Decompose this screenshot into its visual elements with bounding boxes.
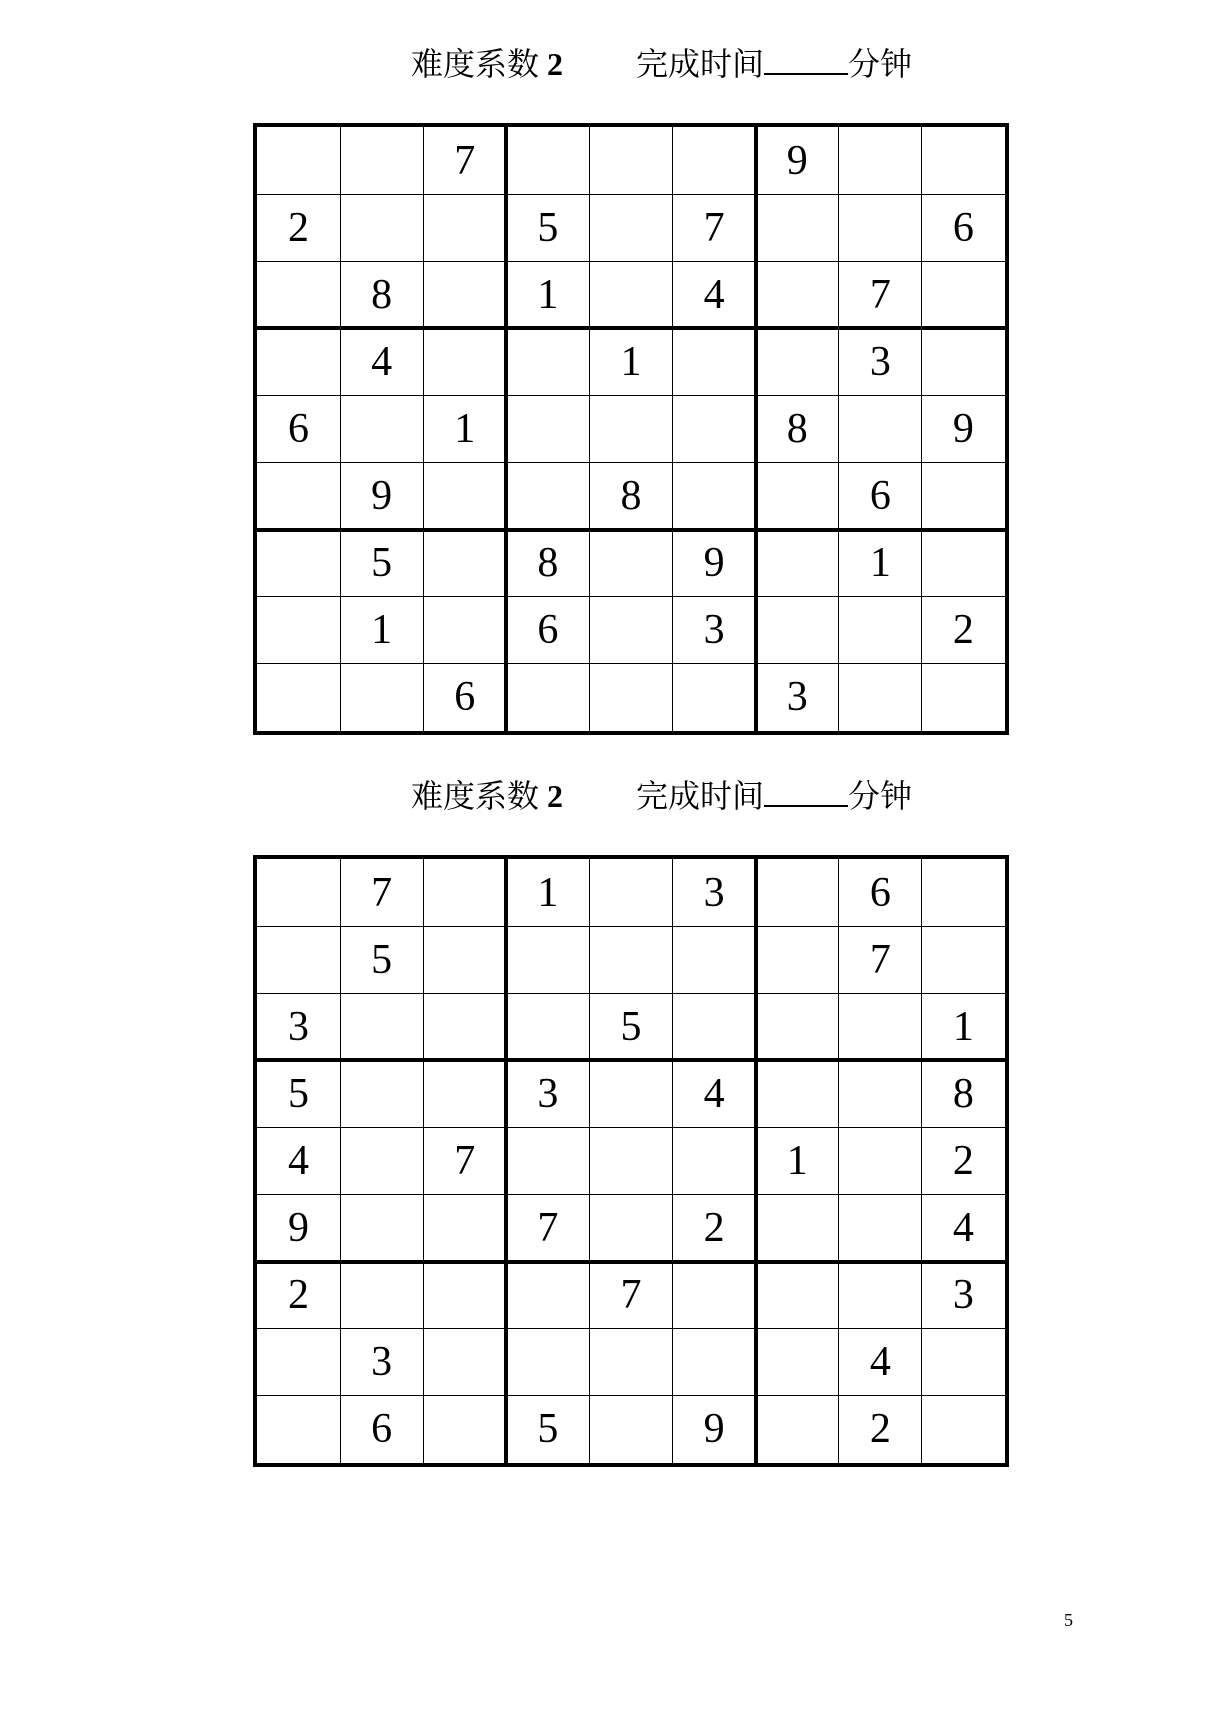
difficulty-level: 2 bbox=[547, 778, 564, 814]
empty-cell[interactable] bbox=[673, 463, 756, 530]
empty-cell[interactable] bbox=[257, 859, 340, 926]
page-number: 5 bbox=[1064, 1610, 1073, 1630]
given-cell: 7 bbox=[371, 869, 393, 916]
empty-cell[interactable] bbox=[756, 859, 839, 926]
given-cell: 3 bbox=[537, 1070, 559, 1117]
empty-cell[interactable] bbox=[922, 127, 1005, 194]
empty-cell[interactable] bbox=[423, 530, 506, 597]
puzzle-1-heading bbox=[0, 42, 1222, 86]
empty-cell[interactable] bbox=[423, 261, 506, 328]
given-cell: 1 bbox=[371, 607, 393, 654]
empty-cell[interactable] bbox=[839, 664, 922, 731]
given-cell: 6 bbox=[454, 674, 476, 721]
empty-cell[interactable] bbox=[423, 926, 506, 993]
empty-cell[interactable] bbox=[589, 859, 672, 926]
given-cell: 8 bbox=[537, 540, 559, 587]
given-cell: 6 bbox=[537, 607, 559, 654]
empty-cell[interactable] bbox=[257, 463, 340, 530]
empty-cell[interactable] bbox=[340, 664, 423, 731]
empty-cell[interactable] bbox=[340, 1262, 423, 1329]
given-cell: 7 bbox=[454, 1137, 476, 1184]
given-cell: 2 bbox=[869, 1406, 891, 1453]
empty-cell[interactable] bbox=[423, 993, 506, 1060]
given-cell: 5 bbox=[288, 1070, 310, 1117]
empty-cell[interactable] bbox=[922, 261, 1005, 328]
given-cell: 4 bbox=[288, 1137, 310, 1184]
empty-cell[interactable] bbox=[756, 1329, 839, 1396]
empty-cell[interactable] bbox=[423, 597, 506, 664]
completion-time-label: 完成时间 分钟 bbox=[636, 774, 912, 818]
empty-cell[interactable] bbox=[673, 1127, 756, 1194]
given-cell: 7 bbox=[869, 271, 891, 318]
empty-cell[interactable] bbox=[756, 194, 839, 261]
empty-cell[interactable] bbox=[506, 1262, 589, 1329]
empty-cell[interactable] bbox=[423, 1396, 506, 1463]
given-cell: 3 bbox=[869, 338, 891, 385]
empty-cell[interactable] bbox=[673, 395, 756, 462]
given-cell: 1 bbox=[952, 1003, 974, 1050]
given-cell: 6 bbox=[952, 204, 974, 251]
empty-cell[interactable] bbox=[589, 597, 672, 664]
given-cell: 3 bbox=[703, 607, 725, 654]
given-cell: 1 bbox=[537, 271, 559, 318]
empty-cell[interactable] bbox=[423, 328, 506, 395]
given-cell: 6 bbox=[869, 869, 891, 916]
empty-cell[interactable] bbox=[589, 530, 672, 597]
empty-cell[interactable] bbox=[340, 194, 423, 261]
empty-cell[interactable] bbox=[340, 127, 423, 194]
given-cell: 2 bbox=[952, 607, 974, 654]
empty-cell[interactable] bbox=[589, 194, 672, 261]
empty-cell[interactable] bbox=[423, 1060, 506, 1127]
empty-cell[interactable] bbox=[839, 993, 922, 1060]
given-cell: 5 bbox=[371, 936, 393, 983]
empty-cell[interactable] bbox=[756, 597, 839, 664]
empty-cell[interactable] bbox=[423, 194, 506, 261]
empty-cell[interactable] bbox=[506, 395, 589, 462]
given-cell: 1 bbox=[537, 869, 559, 916]
empty-cell[interactable] bbox=[756, 993, 839, 1060]
empty-cell[interactable] bbox=[257, 1396, 340, 1463]
empty-cell[interactable] bbox=[756, 463, 839, 530]
given-cell: 7 bbox=[454, 137, 476, 184]
empty-cell[interactable] bbox=[257, 261, 340, 328]
empty-cell[interactable] bbox=[589, 127, 672, 194]
given-cell: 7 bbox=[869, 936, 891, 983]
empty-cell[interactable] bbox=[922, 1329, 1005, 1396]
given-cell: 2 bbox=[288, 204, 310, 251]
given-cell: 3 bbox=[703, 869, 725, 916]
empty-cell[interactable] bbox=[922, 664, 1005, 731]
empty-cell[interactable] bbox=[423, 1262, 506, 1329]
empty-cell[interactable] bbox=[506, 328, 589, 395]
given-cell: 3 bbox=[952, 1272, 974, 1319]
empty-cell[interactable] bbox=[506, 1127, 589, 1194]
empty-cell[interactable] bbox=[257, 1329, 340, 1396]
given-cell: 9 bbox=[703, 1406, 725, 1453]
given-cell: 4 bbox=[703, 1070, 725, 1117]
empty-cell[interactable] bbox=[839, 127, 922, 194]
empty-cell[interactable] bbox=[257, 597, 340, 664]
empty-cell[interactable] bbox=[839, 194, 922, 261]
empty-cell[interactable] bbox=[423, 1329, 506, 1396]
empty-cell[interactable] bbox=[756, 926, 839, 993]
given-cell: 6 bbox=[288, 405, 310, 452]
empty-cell[interactable] bbox=[839, 1262, 922, 1329]
empty-cell[interactable] bbox=[673, 1329, 756, 1396]
given-cell: 4 bbox=[869, 1339, 891, 1386]
empty-cell[interactable] bbox=[756, 1060, 839, 1127]
empty-cell[interactable] bbox=[589, 926, 672, 993]
given-cell: 9 bbox=[786, 137, 808, 184]
given-cell: 1 bbox=[620, 338, 642, 385]
empty-cell[interactable] bbox=[756, 261, 839, 328]
given-cell: 3 bbox=[371, 1339, 393, 1386]
empty-cell[interactable] bbox=[922, 530, 1005, 597]
empty-cell[interactable] bbox=[756, 530, 839, 597]
given-cell: 9 bbox=[703, 540, 725, 587]
empty-cell[interactable] bbox=[506, 127, 589, 194]
empty-cell[interactable] bbox=[506, 1329, 589, 1396]
empty-cell[interactable] bbox=[839, 1127, 922, 1194]
sudoku-grid-2 bbox=[253, 855, 1009, 1467]
given-cell: 3 bbox=[288, 1003, 310, 1050]
empty-cell[interactable] bbox=[839, 1195, 922, 1262]
given-cell: 1 bbox=[454, 405, 476, 452]
completion-time-blank[interactable] bbox=[764, 775, 848, 807]
empty-cell[interactable] bbox=[922, 328, 1005, 395]
empty-cell[interactable] bbox=[257, 926, 340, 993]
given-cell: 4 bbox=[703, 271, 725, 318]
empty-cell[interactable] bbox=[506, 993, 589, 1060]
difficulty-label: 难度系数 2 bbox=[411, 46, 564, 82]
empty-cell[interactable] bbox=[673, 1262, 756, 1329]
empty-cell[interactable] bbox=[506, 926, 589, 993]
empty-cell[interactable] bbox=[673, 664, 756, 731]
empty-cell[interactable] bbox=[589, 1127, 672, 1194]
empty-cell[interactable] bbox=[589, 664, 672, 731]
empty-cell[interactable] bbox=[506, 664, 589, 731]
empty-cell[interactable] bbox=[340, 1060, 423, 1127]
empty-cell[interactable] bbox=[257, 127, 340, 194]
completion-time-label: 完成时间 分钟 bbox=[636, 42, 912, 86]
given-cell: 1 bbox=[869, 540, 891, 587]
given-cell: 2 bbox=[952, 1137, 974, 1184]
empty-cell[interactable] bbox=[756, 1195, 839, 1262]
empty-cell[interactable] bbox=[589, 1329, 672, 1396]
empty-cell[interactable] bbox=[423, 1195, 506, 1262]
given-cell: 2 bbox=[288, 1272, 310, 1319]
given-cell: 7 bbox=[703, 204, 725, 251]
empty-cell[interactable] bbox=[423, 463, 506, 530]
empty-cell[interactable] bbox=[423, 859, 506, 926]
difficulty-level: 2 bbox=[547, 46, 564, 82]
empty-cell[interactable] bbox=[257, 530, 340, 597]
given-cell: 9 bbox=[371, 473, 393, 520]
empty-cell[interactable] bbox=[589, 1396, 672, 1463]
empty-cell[interactable] bbox=[589, 1060, 672, 1127]
empty-cell[interactable] bbox=[673, 328, 756, 395]
empty-cell[interactable] bbox=[922, 859, 1005, 926]
given-cell: 2 bbox=[703, 1205, 725, 1252]
given-cell: 9 bbox=[952, 405, 974, 452]
empty-cell[interactable] bbox=[673, 127, 756, 194]
empty-cell[interactable] bbox=[506, 463, 589, 530]
empty-cell[interactable] bbox=[839, 597, 922, 664]
empty-cell[interactable] bbox=[922, 463, 1005, 530]
difficulty-label: 难度系数 2 bbox=[411, 778, 564, 814]
sudoku-grid-1 bbox=[253, 123, 1009, 735]
given-cell: 8 bbox=[371, 271, 393, 318]
empty-cell[interactable] bbox=[257, 328, 340, 395]
empty-cell[interactable] bbox=[340, 1195, 423, 1262]
given-cell: 8 bbox=[786, 405, 808, 452]
given-cell: 6 bbox=[371, 1406, 393, 1453]
puzzle-2-heading bbox=[0, 774, 1222, 818]
given-cell: 3 bbox=[786, 674, 808, 721]
given-cell: 4 bbox=[371, 338, 393, 385]
given-cell: 8 bbox=[952, 1070, 974, 1117]
given-cell: 7 bbox=[537, 1205, 559, 1252]
empty-cell[interactable] bbox=[922, 1396, 1005, 1463]
given-cell: 7 bbox=[620, 1272, 642, 1319]
empty-cell[interactable] bbox=[257, 664, 340, 731]
empty-cell[interactable] bbox=[839, 1060, 922, 1127]
empty-cell[interactable] bbox=[673, 993, 756, 1060]
given-cell: 6 bbox=[869, 473, 891, 520]
given-cell: 4 bbox=[952, 1205, 974, 1252]
empty-cell[interactable] bbox=[340, 1127, 423, 1194]
empty-cell[interactable] bbox=[589, 261, 672, 328]
given-cell: 9 bbox=[288, 1205, 310, 1252]
given-cell: 1 bbox=[786, 1137, 808, 1184]
given-cell: 8 bbox=[620, 473, 642, 520]
given-cell: 5 bbox=[537, 1406, 559, 1453]
empty-cell[interactable] bbox=[673, 926, 756, 993]
empty-cell[interactable] bbox=[756, 1262, 839, 1329]
empty-cell[interactable] bbox=[589, 1195, 672, 1262]
given-cell: 5 bbox=[620, 1003, 642, 1050]
empty-cell[interactable] bbox=[589, 395, 672, 462]
empty-cell[interactable] bbox=[340, 993, 423, 1060]
empty-cell[interactable] bbox=[839, 395, 922, 462]
empty-cell[interactable] bbox=[756, 1396, 839, 1463]
given-cell: 5 bbox=[371, 540, 393, 587]
given-cell: 5 bbox=[537, 204, 559, 251]
empty-cell[interactable] bbox=[340, 395, 423, 462]
completion-time-blank[interactable] bbox=[764, 43, 848, 75]
empty-cell[interactable] bbox=[756, 328, 839, 395]
empty-cell[interactable] bbox=[922, 926, 1005, 993]
